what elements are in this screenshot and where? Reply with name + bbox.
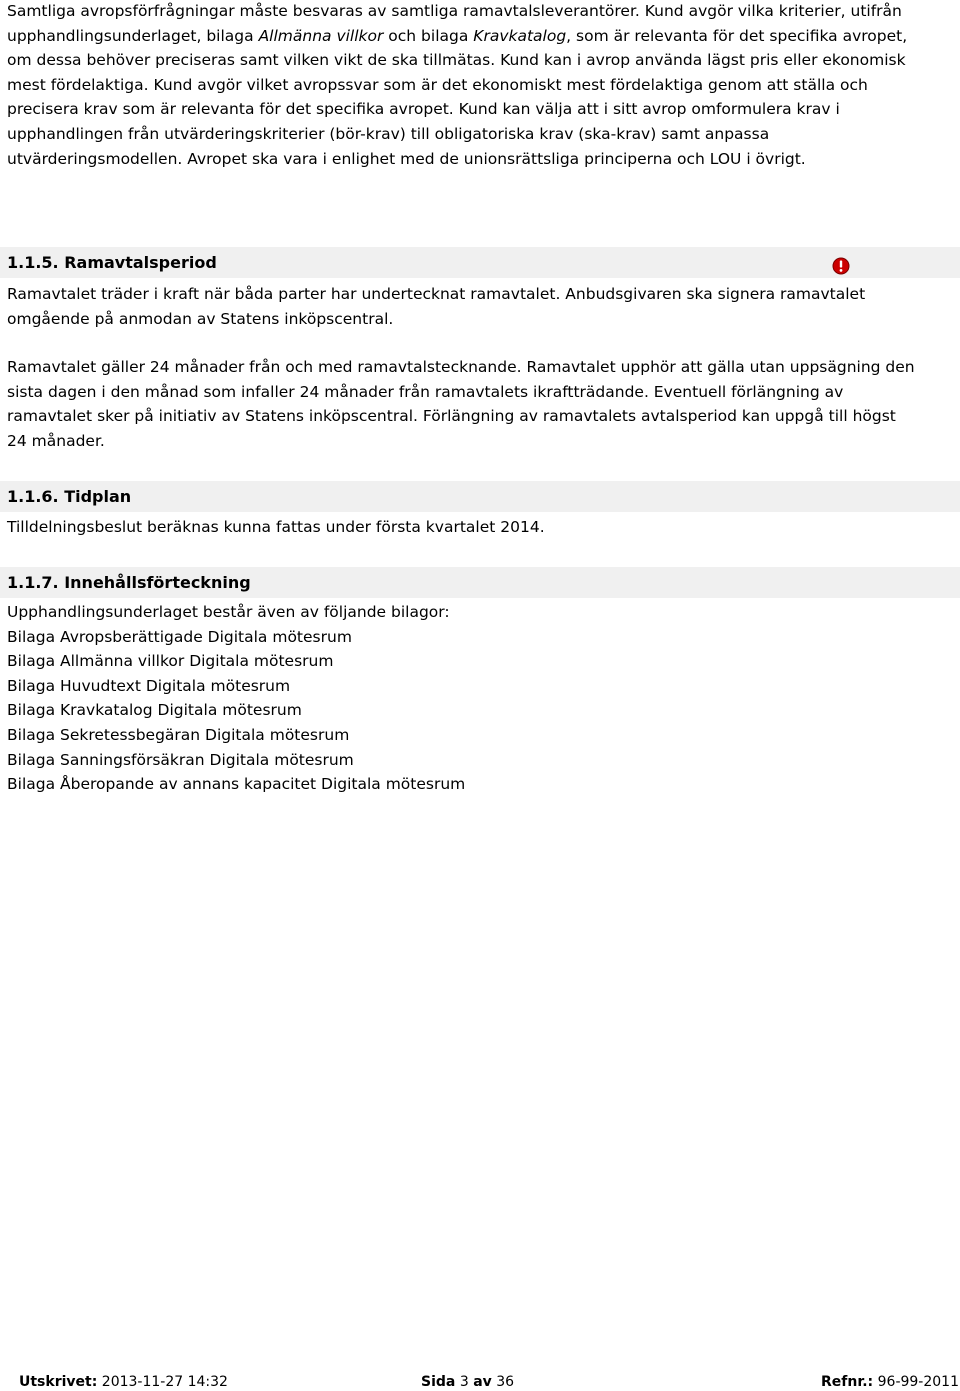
footer-printed-label: Utskrivet: [19,1374,98,1390]
footer-printed-date [19,1373,228,1391]
footer-ref-value: 96-99-2011 [877,1374,959,1390]
section-heading-innehallsforteckning: 1.1.7. Innehållsförteckning [0,567,960,598]
section-heading-tidplan: 1.1.6. Tidplan [0,481,960,512]
attachment-item: Bilaga Sanningsförsäkran Digitala mötesrum [7,750,354,769]
attachment-item: Bilaga Avropsberättigade Digitala mötesrum [7,627,352,646]
footer-printed-value: 2013-11-27 14:32 [101,1374,228,1390]
intro-italic-allmanna-villkor: Allmänna villkor [258,26,384,45]
attachment-item: Bilaga Huvudtext Digitala mötesrum [7,676,291,695]
ramavtalsperiod-paragraph-2: Ramavtalet gäller 24 månader från och med ramavtalstecknande. Ramavtalet upphör att gälla utan uppsägning den sista dagen i den månad som infaller 24 månader från ramavtalets ikraftträdande. Eventuell förlängning av ramavtalet sker på initiativ av Statens inköpscentral. Förlängning av ramavtalets avtalsperiod kan uppgå till högst 24 månader. [7,358,915,450]
exclamation-warning-icon [832,257,850,275]
footer-page-of: av [473,1374,492,1390]
intro-text-3: , som är relevanta för det specifika avropet, om dessa behöver preciseras samt vilken vikt de ska tillmätas. Kund kan i avrop använda lägst pris eller ekonomisk mest fördelaktiga. Kund avgör vilket avropssvar som är det ekonomiskt mest fördelaktiga genom att ställa och precisera krav som är relevanta för det specifika avropet. Kund kan välja att i sitt avrop omformulera krav i upphandlingen från utvärderingskriterier (bör-krav) till obligatoriska krav (ska-krav) samt anpassa utvärderingsmodellen. Avropet ska vara i enlighet med de unionsrättsliga principerna och LOU i övrigt. [7,26,908,168]
footer-page-total: 36 [496,1374,515,1390]
ramavtalsperiod-paragraph-1: Ramavtalet träder i kraft när båda parter har undertecknat ramavtalet. Anbudsgivaren ska signera ramavtalet omgående på anmodan av Statens inköpscentral. [7,285,866,328]
footer-reference-number [821,1373,959,1391]
attachment-item: Bilaga Sekretessbegäran Digitala mötesrum [7,725,350,744]
footer-page-current: 3 [459,1374,469,1390]
footer-page-number [421,1373,514,1391]
attachment-item: Bilaga Kravkatalog Digitala mötesrum [7,701,302,720]
attachment-list-intro: Upphandlingsunderlaget består även av följande bilagor: [7,603,450,621]
footer-ref-label: Refnr.: [821,1374,874,1390]
intro-text-2: och bilaga [383,26,474,45]
section-heading-ramavtalsperiod: 1.1.5. Ramavtalsperiod [0,247,960,278]
attachment-item: Bilaga Åberopande av annans kapacitet Digitala mötesrum [7,775,466,794]
tidplan-paragraph: Tilldelningsbeslut beräknas kunna fattas under första kvartalet 2014. [7,518,545,536]
attachment-list [7,600,465,797]
intro-text-1: Samtliga avropsförfrågningar måste besvaras av samtliga ramavtalsleverantörer. Kund avgör vilka kriterier, utifrån upphandlingsunderlaget, bilaga [7,2,902,45]
intro-italic-kravkatalog: Kravkatalog [473,26,567,45]
footer-page-label: Sida [421,1374,456,1390]
attachment-item: Bilaga Allmänna villkor Digitala mötesrum [7,652,334,671]
intro-paragraph [7,0,920,171]
